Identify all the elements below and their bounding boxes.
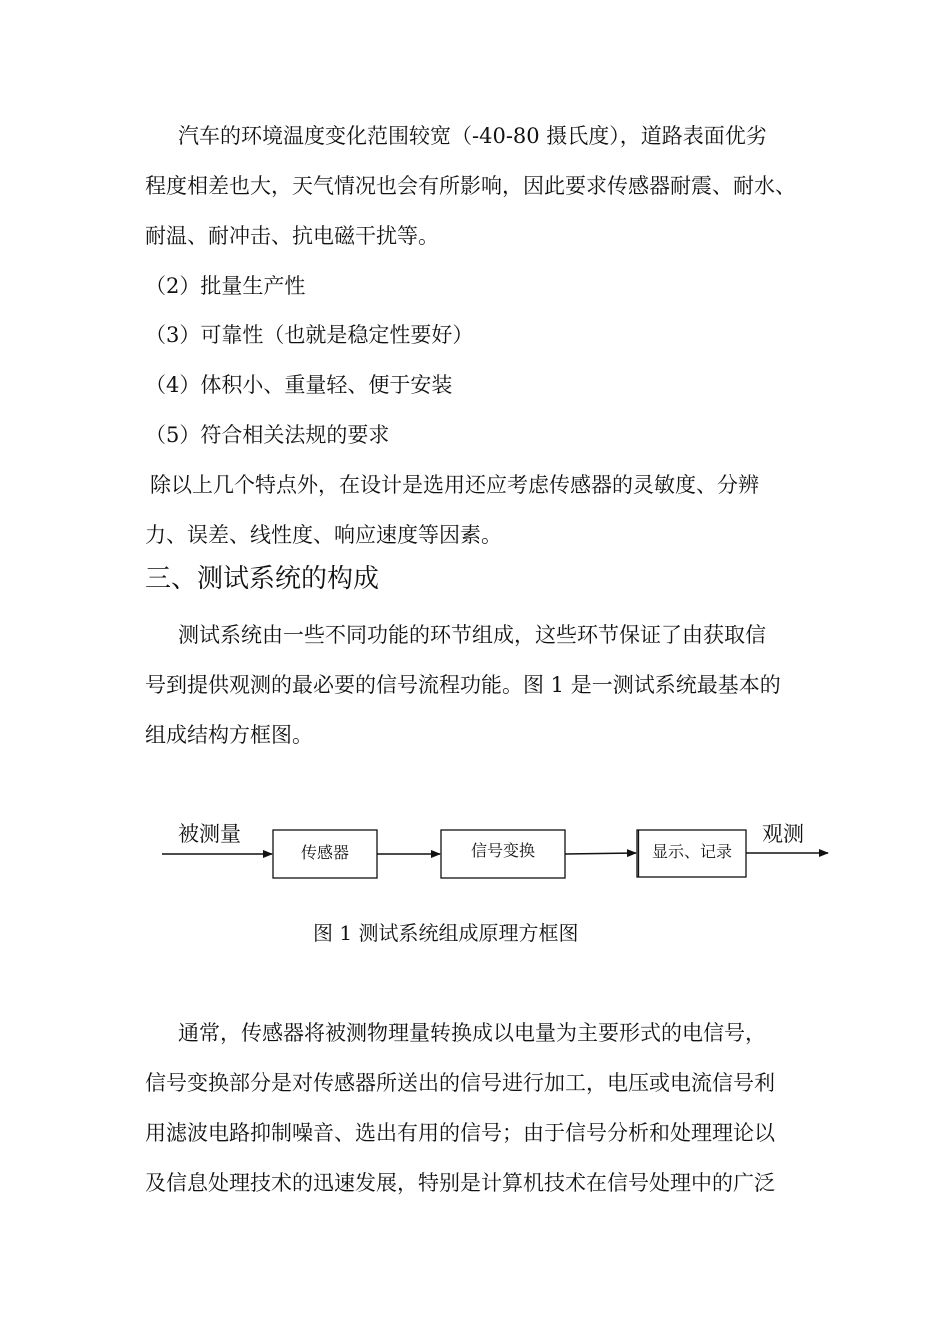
paragraph-line: 程度相差也大，天气情况也会有所影响，因此要求传感器耐震、耐水、 — [145, 174, 796, 198]
block-signal-conversion-label: 信号变换 — [470, 841, 536, 860]
paragraph-line: 通常，传感器将被测物理量转换成以电量为主要形式的电信号， — [178, 1021, 766, 1045]
paragraph-line: 信号变换部分是对传感器所送出的信号进行加工，电压或电流信号利 — [145, 1071, 775, 1095]
block-diagram — [0, 800, 950, 920]
paragraph-line: 测试系统由一些不同功能的环节组成，这些环节保证了由获取信 — [178, 623, 766, 647]
paragraph-line: 用滤波电路抑制噪音、选出有用的信号；由于信号分析和处理理论以 — [145, 1121, 775, 1145]
figure-caption: 图 1 测试系统组成原理方框图 — [313, 921, 579, 945]
list-item: （5）符合相关法规的要求 — [145, 423, 390, 447]
paragraph-line: 组成结构方框图。 — [145, 723, 313, 747]
arrow-conversion-to-display — [565, 853, 636, 854]
paragraph-line: 汽车的环境温度变化范围较宽（-40-80 摄氏度），道路表面优劣 — [178, 124, 767, 148]
paragraph-line: 号到提供观测的最必要的信号流程功能。图 1 是一测试系统最基本的 — [145, 673, 781, 697]
input-label: 被测量 — [178, 822, 241, 846]
paragraph-line: 除以上几个特点外，在设计是选用还应考虑传感器的灵敏度、分辨 — [150, 473, 759, 497]
block-display-record-label: 显示、记录 — [651, 842, 733, 861]
list-item: （3）可靠性（也就是稳定性要好） — [145, 323, 474, 347]
list-item: （2）批量生产性 — [145, 274, 306, 298]
paragraph-line: 及信息处理技术的迅速发展，特别是计算机技术在信号处理中的广泛 — [145, 1171, 775, 1195]
paragraph-line: 力、误差、线性度、响应速度等因素。 — [145, 523, 502, 547]
block-sensor-label: 传感器 — [300, 843, 350, 862]
list-item: （4）体积小、重量轻、便于安装 — [145, 373, 453, 397]
paragraph-line: 耐温、耐冲击、抗电磁干扰等。 — [145, 224, 439, 248]
output-label: 观测 — [762, 822, 804, 846]
section-heading: 三、测试系统的构成 — [145, 564, 380, 594]
